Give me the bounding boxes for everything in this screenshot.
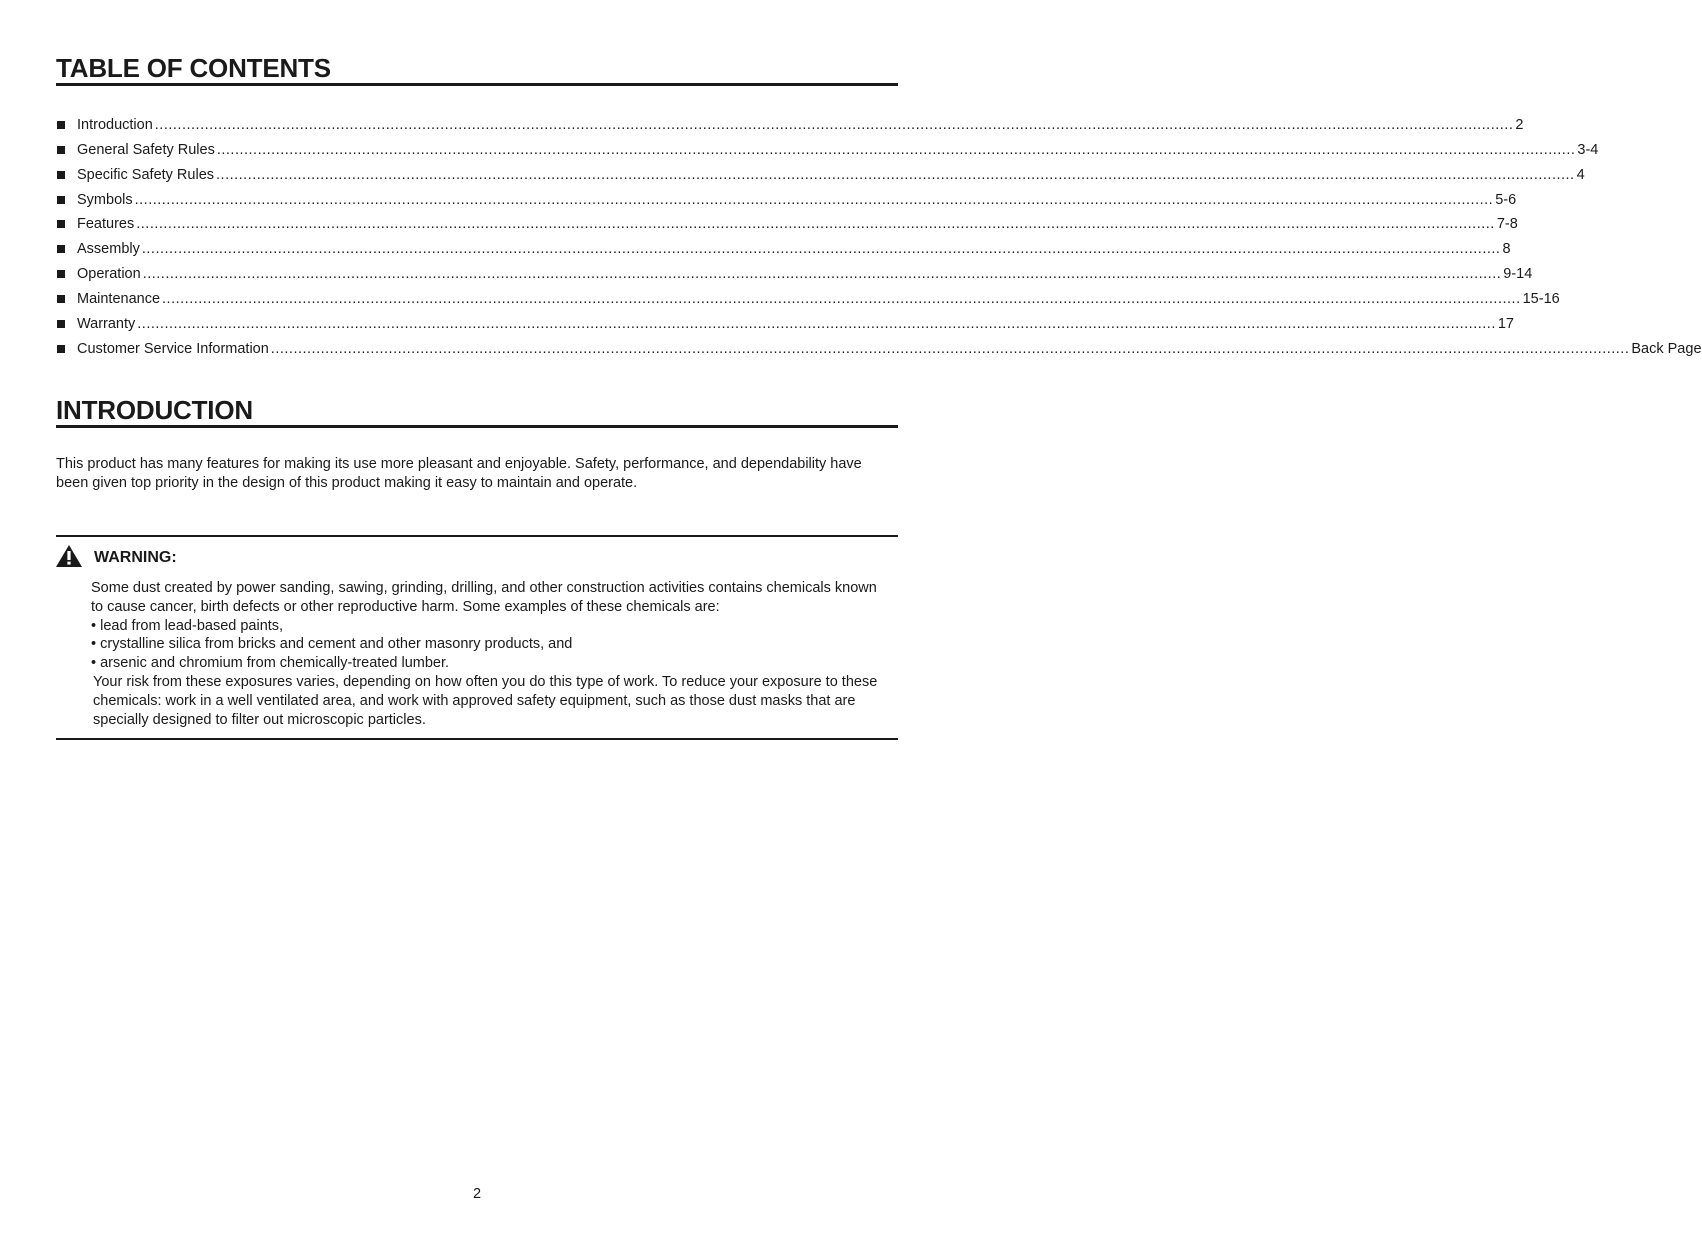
warning-intro: Some dust created by power sanding, sawing, grinding, drilling, and other construction activities contains chemicals known to cause cancer, birth defects or other reproductive harm. Some examples of these chemicals are: xyxy=(91,580,877,615)
warning-bullet-item: • arsenic and chromium from chemically-treated lumber. xyxy=(91,654,891,673)
toc-item-page: Back Page xyxy=(1631,340,1702,357)
toc-item-label: Specific Safety Rules xyxy=(77,166,215,183)
toc-leader-dots: ............................................................................................................................................................................................................................................................................................................ xyxy=(216,141,1576,158)
toc-leader-dots: ............................................................................................................................................................................................................................................................................................................ xyxy=(134,191,1494,208)
warning-box xyxy=(56,535,898,740)
toc-item-label: Maintenance xyxy=(77,291,161,308)
toc-leader-dots: ............................................................................................................................................................................................................................................................................................................ xyxy=(154,116,1514,133)
toc-item-label: Introduction xyxy=(77,116,153,133)
toc-item-symbols xyxy=(56,185,1517,210)
toc-item-customer-service-information xyxy=(56,334,1702,359)
toc-title: TABLE OF CONTENTS xyxy=(56,53,898,86)
toc-item-warranty xyxy=(56,309,1514,334)
toc-item-assembly xyxy=(56,234,1511,259)
square-bullet-icon xyxy=(57,345,65,353)
toc-item-label: Customer Service Information xyxy=(77,340,269,357)
square-bullet-icon xyxy=(57,245,65,253)
toc-item-label: General Safety Rules xyxy=(77,141,215,158)
toc-item-features xyxy=(56,210,1518,235)
toc-item-page: 4 xyxy=(1576,166,1585,183)
toc-item-page: 17 xyxy=(1497,316,1514,333)
toc-item-label: Features xyxy=(77,216,135,233)
toc-item-label: Warranty xyxy=(77,316,136,333)
warning-label: WARNING: xyxy=(94,549,177,566)
toc-item-maintenance xyxy=(56,284,1560,309)
toc-leader-dots: ............................................................................................................................................................................................................................................................................................................ xyxy=(136,216,1495,233)
warning-body xyxy=(91,579,891,729)
warning-triangle-icon xyxy=(56,545,82,567)
warning-bullet-item: • lead from lead-based paints, xyxy=(91,617,891,636)
toc-item-label: Operation xyxy=(77,266,141,283)
toc-leader-dots: ............................................................................................................................................................................................................................................................................................................ xyxy=(270,340,1630,357)
toc-item-label: Assembly xyxy=(77,241,140,258)
warning-bullet-item: • crystalline silica from bricks and cement and other masonry products, and xyxy=(91,635,891,654)
warning-header xyxy=(56,544,177,568)
square-bullet-icon xyxy=(57,320,65,328)
toc-item-general-safety-rules xyxy=(56,135,1599,160)
toc-item-label: Symbols xyxy=(77,191,133,208)
toc-item-page: 2 xyxy=(1515,116,1524,133)
toc-item-page: 7-8 xyxy=(1496,216,1518,233)
toc-item-page: 9-14 xyxy=(1503,266,1533,283)
toc-leader-dots: ............................................................................................................................................................................................................................................................................................................ xyxy=(216,166,1575,183)
warning-risk-text: Your risk from these exposures varies, depending on how often you do this type of work. To reduce your exposure to these chemicals: work in a well ventilated area, and work with approved safety equipment, such as those dust masks that are specially designed to filter out microscopic particles. xyxy=(93,673,878,728)
toc-leader-dots: ............................................................................................................................................................................................................................................................................................................ xyxy=(162,291,1521,308)
square-bullet-icon xyxy=(57,220,65,228)
warning-bullet-list xyxy=(91,617,891,673)
toc-item-introduction xyxy=(56,110,1524,135)
toc-list xyxy=(56,110,1702,359)
toc-item-page: 8 xyxy=(1502,241,1511,258)
toc-leader-dots: ............................................................................................................................................................................................................................................................................................................ xyxy=(141,241,1501,258)
square-bullet-icon xyxy=(57,196,65,204)
square-bullet-icon xyxy=(57,146,65,154)
toc-item-operation xyxy=(56,259,1533,284)
square-bullet-icon xyxy=(57,171,65,179)
toc-item-page: 15-16 xyxy=(1522,291,1560,308)
square-bullet-icon xyxy=(57,270,65,278)
square-bullet-icon xyxy=(57,295,65,303)
toc-leader-dots: ............................................................................................................................................................................................................................................................................................................ xyxy=(142,266,1502,283)
toc-leader-dots: ............................................................................................................................................................................................................................................................................................................ xyxy=(137,316,1496,333)
introduction-text: This product has many features for making its use more pleasant and enjoyable. Safety, performance, and dependability have been given top priority in the design of this product making it easy to maintain and operate. xyxy=(56,456,862,491)
introduction-title: INTRODUCTION xyxy=(56,395,898,428)
toc-item-page: 5-6 xyxy=(1495,191,1517,208)
page-number: 2 xyxy=(472,1186,482,1202)
toc-item-page: 3-4 xyxy=(1577,141,1599,158)
square-bullet-icon xyxy=(57,121,65,129)
toc-item-specific-safety-rules xyxy=(56,160,1585,185)
